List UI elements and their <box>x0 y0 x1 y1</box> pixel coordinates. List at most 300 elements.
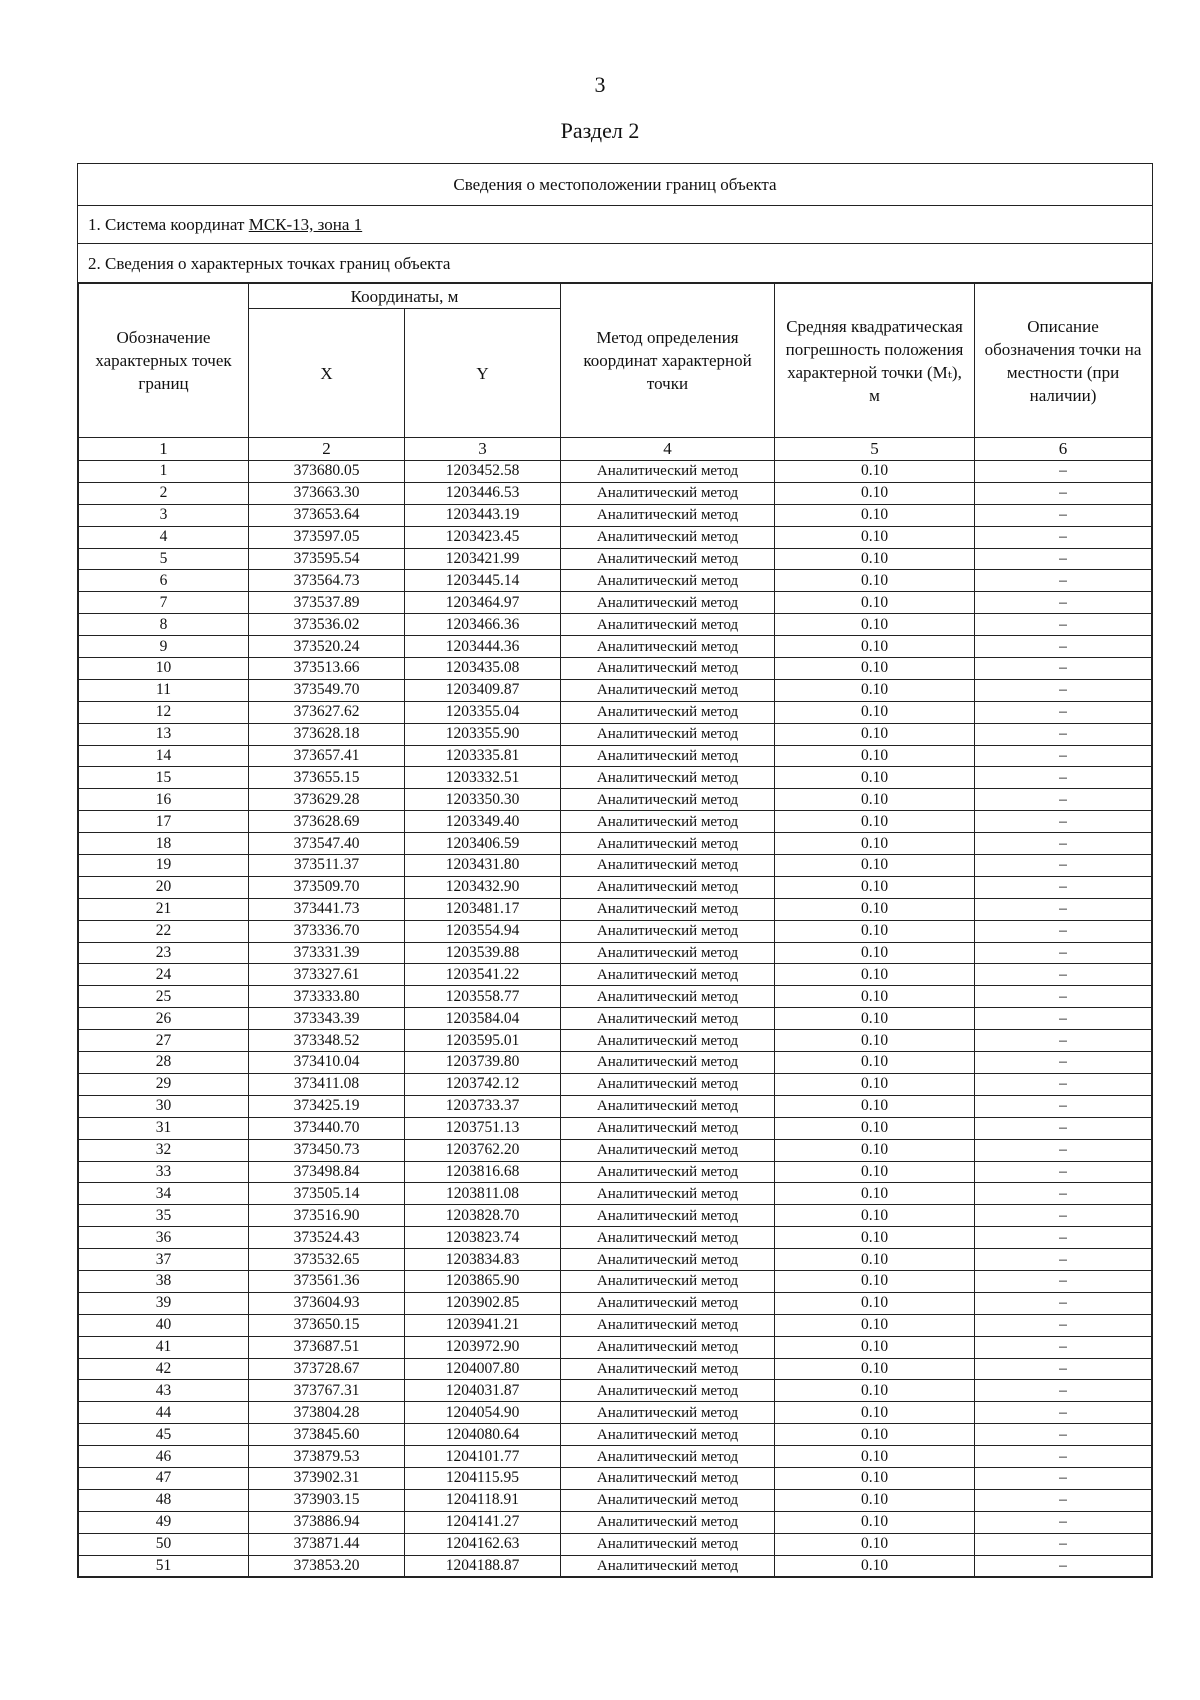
error-cell: 0.10 <box>775 526 975 548</box>
point-number-cell: 23 <box>79 942 249 964</box>
y-coord-cell: 1203865.90 <box>405 1270 561 1292</box>
method-cell: Аналитический метод <box>561 1314 775 1336</box>
x-coord-cell: 373516.90 <box>249 1205 405 1227</box>
table-row <box>79 745 1152 767</box>
boundary-info-frame <box>77 163 1153 1578</box>
points-table <box>78 283 1152 1577</box>
error-cell: 0.10 <box>775 570 975 592</box>
x-coord-cell: 373547.40 <box>249 833 405 855</box>
error-cell: 0.10 <box>775 1052 975 1074</box>
method-cell: Аналитический метод <box>561 1227 775 1249</box>
point-number-cell: 10 <box>79 658 249 680</box>
x-coord-cell: 373902.31 <box>249 1467 405 1489</box>
error-cell: 0.10 <box>775 920 975 942</box>
description-cell: – <box>975 1533 1152 1555</box>
point-number-cell: 1 <box>79 461 249 483</box>
section-title: Раздел 2 <box>560 118 640 143</box>
y-coord-cell: 1203739.80 <box>405 1052 561 1074</box>
point-number-cell: 24 <box>79 964 249 986</box>
error-cell: 0.10 <box>775 636 975 658</box>
error-cell: 0.10 <box>775 789 975 811</box>
y-coord-cell: 1203332.51 <box>405 767 561 789</box>
x-coord-cell: 373327.61 <box>249 964 405 986</box>
description-cell: – <box>975 1424 1152 1446</box>
method-cell: Аналитический метод <box>561 1183 775 1205</box>
coord-system-label: 1. Система координат <box>88 215 245 234</box>
error-cell: 0.10 <box>775 504 975 526</box>
x-coord-cell: 373536.02 <box>249 614 405 636</box>
method-cell: Аналитический метод <box>561 526 775 548</box>
description-cell: – <box>975 942 1152 964</box>
table-row <box>79 1358 1152 1380</box>
y-coord-cell: 1204054.90 <box>405 1402 561 1424</box>
table-row <box>79 811 1152 833</box>
x-coord-cell: 373410.04 <box>249 1052 405 1074</box>
x-coord-cell: 373505.14 <box>249 1183 405 1205</box>
description-cell: – <box>975 482 1152 504</box>
description-cell: – <box>975 461 1152 483</box>
y-coord-cell: 1203902.85 <box>405 1292 561 1314</box>
table-row <box>79 1402 1152 1424</box>
point-number-cell: 18 <box>79 833 249 855</box>
col-header-point: Обозначение характерных точек границ <box>79 284 249 438</box>
point-number-cell: 51 <box>79 1555 249 1577</box>
table-row <box>79 1183 1152 1205</box>
x-coord-cell: 373879.53 <box>249 1446 405 1468</box>
description-cell: – <box>975 1489 1152 1511</box>
error-cell: 0.10 <box>775 614 975 636</box>
x-coord-cell: 373653.64 <box>249 504 405 526</box>
method-cell: Аналитический метод <box>561 898 775 920</box>
method-cell: Аналитический метод <box>561 1358 775 1380</box>
description-cell: – <box>975 1095 1152 1117</box>
x-coord-cell: 373903.15 <box>249 1489 405 1511</box>
table-row <box>79 658 1152 680</box>
description-cell: – <box>975 504 1152 526</box>
method-cell: Аналитический метод <box>561 1161 775 1183</box>
table-row <box>79 1249 1152 1271</box>
method-cell: Аналитический метод <box>561 745 775 767</box>
method-cell: Аналитический метод <box>561 1336 775 1358</box>
col-number: 5 <box>775 438 975 461</box>
error-cell: 0.10 <box>775 1270 975 1292</box>
error-cell: 0.10 <box>775 1336 975 1358</box>
error-cell: 0.10 <box>775 548 975 570</box>
table-row <box>79 1292 1152 1314</box>
method-cell: Аналитический метод <box>561 1095 775 1117</box>
description-cell: – <box>975 614 1152 636</box>
point-number-cell: 9 <box>79 636 249 658</box>
table-row <box>79 1270 1152 1292</box>
table-row <box>79 1489 1152 1511</box>
description-cell: – <box>975 767 1152 789</box>
method-cell: Аналитический метод <box>561 855 775 877</box>
error-cell: 0.10 <box>775 1117 975 1139</box>
point-number-cell: 46 <box>79 1446 249 1468</box>
description-cell: – <box>975 855 1152 877</box>
table-row <box>79 767 1152 789</box>
x-coord-cell: 373564.73 <box>249 570 405 592</box>
y-coord-cell: 1203816.68 <box>405 1161 561 1183</box>
table-row <box>79 1555 1152 1577</box>
y-coord-cell: 1203446.53 <box>405 482 561 504</box>
description-cell: – <box>975 548 1152 570</box>
y-coord-cell: 1203435.08 <box>405 658 561 680</box>
point-number-cell: 45 <box>79 1424 249 1446</box>
point-number-cell: 6 <box>79 570 249 592</box>
x-coord-cell: 373629.28 <box>249 789 405 811</box>
method-cell: Аналитический метод <box>561 614 775 636</box>
error-cell: 0.10 <box>775 1489 975 1511</box>
x-coord-cell: 373440.70 <box>249 1117 405 1139</box>
error-cell: 0.10 <box>775 1095 975 1117</box>
y-coord-cell: 1203595.01 <box>405 1030 561 1052</box>
description-cell: – <box>975 679 1152 701</box>
table-row <box>79 876 1152 898</box>
table-row <box>79 1161 1152 1183</box>
x-coord-cell: 373663.30 <box>249 482 405 504</box>
method-cell: Аналитический метод <box>561 1008 775 1030</box>
error-cell: 0.10 <box>775 1358 975 1380</box>
table-row <box>79 833 1152 855</box>
point-number-cell: 20 <box>79 876 249 898</box>
y-coord-cell: 1203444.36 <box>405 636 561 658</box>
error-cell: 0.10 <box>775 811 975 833</box>
table-row <box>79 614 1152 636</box>
method-cell: Аналитический метод <box>561 964 775 986</box>
method-cell: Аналитический метод <box>561 482 775 504</box>
col-header-error: Средняя квадратическая погрешность положения характерной точки (Mₜ), м <box>775 284 975 438</box>
point-number-cell: 47 <box>79 1467 249 1489</box>
x-coord-cell: 373627.62 <box>249 701 405 723</box>
description-cell: – <box>975 1336 1152 1358</box>
y-coord-cell: 1203423.45 <box>405 526 561 548</box>
x-coord-cell: 373348.52 <box>249 1030 405 1052</box>
point-number-cell: 30 <box>79 1095 249 1117</box>
error-cell: 0.10 <box>775 723 975 745</box>
x-coord-cell: 373595.54 <box>249 548 405 570</box>
description-cell: – <box>975 1446 1152 1468</box>
x-coord-cell: 373549.70 <box>249 679 405 701</box>
y-coord-cell: 1203443.19 <box>405 504 561 526</box>
description-cell: – <box>975 745 1152 767</box>
point-number-cell: 28 <box>79 1052 249 1074</box>
point-number-cell: 48 <box>79 1489 249 1511</box>
x-coord-cell: 373520.24 <box>249 636 405 658</box>
method-cell: Аналитический метод <box>561 679 775 701</box>
x-coord-cell: 373767.31 <box>249 1380 405 1402</box>
method-cell: Аналитический метод <box>561 1270 775 1292</box>
y-coord-cell: 1203421.99 <box>405 548 561 570</box>
description-cell: – <box>975 1467 1152 1489</box>
method-cell: Аналитический метод <box>561 1030 775 1052</box>
table-row <box>79 1073 1152 1095</box>
table-row <box>79 1511 1152 1533</box>
point-number-cell: 19 <box>79 855 249 877</box>
error-cell: 0.10 <box>775 679 975 701</box>
col-header-x: X <box>249 309 405 438</box>
y-coord-cell: 1203431.80 <box>405 855 561 877</box>
method-cell: Аналитический метод <box>561 1402 775 1424</box>
point-number-cell: 11 <box>79 679 249 701</box>
y-coord-cell: 1204141.27 <box>405 1511 561 1533</box>
method-cell: Аналитический метод <box>561 1292 775 1314</box>
description-cell: – <box>975 636 1152 658</box>
x-coord-cell: 373804.28 <box>249 1402 405 1424</box>
description-cell: – <box>975 1183 1152 1205</box>
description-cell: – <box>975 1052 1152 1074</box>
error-cell: 0.10 <box>775 745 975 767</box>
table-row <box>79 1227 1152 1249</box>
points-heading: 2. Сведения о характерных точках границ объекта <box>78 244 1152 283</box>
x-coord-cell: 373853.20 <box>249 1555 405 1577</box>
y-coord-cell: 1203558.77 <box>405 986 561 1008</box>
method-cell: Аналитический метод <box>561 767 775 789</box>
point-number-cell: 13 <box>79 723 249 745</box>
point-number-cell: 21 <box>79 898 249 920</box>
description-cell: – <box>975 1270 1152 1292</box>
y-coord-cell: 1204031.87 <box>405 1380 561 1402</box>
x-coord-cell: 373728.67 <box>249 1358 405 1380</box>
method-cell: Аналитический метод <box>561 461 775 483</box>
error-cell: 0.10 <box>775 482 975 504</box>
method-cell: Аналитический метод <box>561 1117 775 1139</box>
table-row <box>79 636 1152 658</box>
method-cell: Аналитический метод <box>561 1446 775 1468</box>
method-cell: Аналитический метод <box>561 1555 775 1577</box>
table-row <box>79 679 1152 701</box>
description-cell: – <box>975 1139 1152 1161</box>
method-cell: Аналитический метод <box>561 1073 775 1095</box>
y-coord-cell: 1203742.12 <box>405 1073 561 1095</box>
method-cell: Аналитический метод <box>561 548 775 570</box>
error-cell: 0.10 <box>775 1533 975 1555</box>
y-coord-cell: 1203762.20 <box>405 1139 561 1161</box>
error-cell: 0.10 <box>775 592 975 614</box>
point-number-cell: 17 <box>79 811 249 833</box>
point-number-cell: 42 <box>79 1358 249 1380</box>
error-cell: 0.10 <box>775 1227 975 1249</box>
table-row <box>79 723 1152 745</box>
y-coord-cell: 1203406.59 <box>405 833 561 855</box>
error-cell: 0.10 <box>775 1402 975 1424</box>
point-number-cell: 36 <box>79 1227 249 1249</box>
error-cell: 0.10 <box>775 1073 975 1095</box>
table-row <box>79 1314 1152 1336</box>
table-row <box>79 898 1152 920</box>
x-coord-cell: 373628.18 <box>249 723 405 745</box>
col-number: 3 <box>405 438 561 461</box>
table-row <box>79 1336 1152 1358</box>
description-cell: – <box>975 1073 1152 1095</box>
error-cell: 0.10 <box>775 767 975 789</box>
point-number-cell: 2 <box>79 482 249 504</box>
x-coord-cell: 373871.44 <box>249 1533 405 1555</box>
point-number-cell: 4 <box>79 526 249 548</box>
y-coord-cell: 1203409.87 <box>405 679 561 701</box>
table-row <box>79 461 1152 483</box>
x-coord-cell: 373532.65 <box>249 1249 405 1271</box>
error-cell: 0.10 <box>775 701 975 723</box>
description-cell: – <box>975 811 1152 833</box>
table-row <box>79 964 1152 986</box>
y-coord-cell: 1203828.70 <box>405 1205 561 1227</box>
col-header-coords: Координаты, м <box>249 284 561 309</box>
point-number-cell: 49 <box>79 1511 249 1533</box>
method-cell: Аналитический метод <box>561 636 775 658</box>
error-cell: 0.10 <box>775 461 975 483</box>
method-cell: Аналитический метод <box>561 1489 775 1511</box>
y-coord-cell: 1203481.17 <box>405 898 561 920</box>
error-cell: 0.10 <box>775 986 975 1008</box>
y-coord-cell: 1203751.13 <box>405 1117 561 1139</box>
description-cell: – <box>975 701 1152 723</box>
y-coord-cell: 1203584.04 <box>405 1008 561 1030</box>
table-row <box>79 592 1152 614</box>
error-cell: 0.10 <box>775 1139 975 1161</box>
x-coord-cell: 373657.41 <box>249 745 405 767</box>
method-cell: Аналитический метод <box>561 789 775 811</box>
table-row <box>79 942 1152 964</box>
table-row <box>79 526 1152 548</box>
table-row <box>79 1533 1152 1555</box>
table-row <box>79 1446 1152 1468</box>
description-cell: – <box>975 1358 1152 1380</box>
x-coord-cell: 373509.70 <box>249 876 405 898</box>
y-coord-cell: 1203823.74 <box>405 1227 561 1249</box>
description-cell: – <box>975 1117 1152 1139</box>
description-cell: – <box>975 833 1152 855</box>
x-coord-cell: 373513.66 <box>249 658 405 680</box>
table-row <box>79 701 1152 723</box>
y-coord-cell: 1203539.88 <box>405 942 561 964</box>
description-cell: – <box>975 570 1152 592</box>
x-coord-cell: 373680.05 <box>249 461 405 483</box>
col-header-method: Метод определения координат характерной точки <box>561 284 775 438</box>
error-cell: 0.10 <box>775 1555 975 1577</box>
point-number-cell: 5 <box>79 548 249 570</box>
x-coord-cell: 373411.08 <box>249 1073 405 1095</box>
description-cell: – <box>975 526 1152 548</box>
method-cell: Аналитический метод <box>561 1424 775 1446</box>
table-row <box>79 570 1152 592</box>
col-number: 6 <box>975 438 1152 461</box>
method-cell: Аналитический метод <box>561 1139 775 1161</box>
y-coord-cell: 1204188.87 <box>405 1555 561 1577</box>
y-coord-cell: 1203464.97 <box>405 592 561 614</box>
coord-system-row <box>78 206 1152 244</box>
col-number: 1 <box>79 438 249 461</box>
point-number-cell: 35 <box>79 1205 249 1227</box>
description-cell: – <box>975 1161 1152 1183</box>
method-cell: Аналитический метод <box>561 658 775 680</box>
point-number-cell: 34 <box>79 1183 249 1205</box>
x-coord-cell: 373561.36 <box>249 1270 405 1292</box>
x-coord-cell: 373687.51 <box>249 1336 405 1358</box>
x-coord-cell: 373336.70 <box>249 920 405 942</box>
point-number-cell: 8 <box>79 614 249 636</box>
error-cell: 0.10 <box>775 964 975 986</box>
error-cell: 0.10 <box>775 1183 975 1205</box>
error-cell: 0.10 <box>775 898 975 920</box>
y-coord-cell: 1203350.30 <box>405 789 561 811</box>
x-coord-cell: 373331.39 <box>249 942 405 964</box>
description-cell: – <box>975 1292 1152 1314</box>
point-number-cell: 43 <box>79 1380 249 1402</box>
x-coord-cell: 373650.15 <box>249 1314 405 1336</box>
method-cell: Аналитический метод <box>561 986 775 1008</box>
frame-title: Сведения о местоположении границ объекта <box>78 164 1152 206</box>
x-coord-cell: 373333.80 <box>249 986 405 1008</box>
table-row <box>79 986 1152 1008</box>
point-number-cell: 44 <box>79 1402 249 1424</box>
method-cell: Аналитический метод <box>561 723 775 745</box>
method-cell: Аналитический метод <box>561 504 775 526</box>
point-number-cell: 37 <box>79 1249 249 1271</box>
method-cell: Аналитический метод <box>561 1052 775 1074</box>
x-coord-cell: 373511.37 <box>249 855 405 877</box>
y-coord-cell: 1203554.94 <box>405 920 561 942</box>
y-coord-cell: 1204118.91 <box>405 1489 561 1511</box>
point-number-cell: 12 <box>79 701 249 723</box>
y-coord-cell: 1203541.22 <box>405 964 561 986</box>
method-cell: Аналитический метод <box>561 942 775 964</box>
error-cell: 0.10 <box>775 1380 975 1402</box>
point-number-cell: 3 <box>79 504 249 526</box>
col-number: 4 <box>561 438 775 461</box>
method-cell: Аналитический метод <box>561 1467 775 1489</box>
error-cell: 0.10 <box>775 1008 975 1030</box>
point-number-cell: 40 <box>79 1314 249 1336</box>
description-cell: – <box>975 986 1152 1008</box>
error-cell: 0.10 <box>775 876 975 898</box>
description-cell: – <box>975 658 1152 680</box>
x-coord-cell: 373441.73 <box>249 898 405 920</box>
error-cell: 0.10 <box>775 942 975 964</box>
y-coord-cell: 1204101.77 <box>405 1446 561 1468</box>
method-cell: Аналитический метод <box>561 1380 775 1402</box>
description-cell: – <box>975 898 1152 920</box>
table-row <box>79 1052 1152 1074</box>
x-coord-cell: 373604.93 <box>249 1292 405 1314</box>
y-coord-cell: 1204115.95 <box>405 1467 561 1489</box>
error-cell: 0.10 <box>775 1467 975 1489</box>
y-coord-cell: 1203733.37 <box>405 1095 561 1117</box>
y-coord-cell: 1203355.90 <box>405 723 561 745</box>
y-coord-cell: 1204080.64 <box>405 1424 561 1446</box>
error-cell: 0.10 <box>775 658 975 680</box>
y-coord-cell: 1203349.40 <box>405 811 561 833</box>
table-row <box>79 1030 1152 1052</box>
x-coord-cell: 373343.39 <box>249 1008 405 1030</box>
error-cell: 0.10 <box>775 1205 975 1227</box>
table-row <box>79 504 1152 526</box>
x-coord-cell: 373537.89 <box>249 592 405 614</box>
error-cell: 0.10 <box>775 855 975 877</box>
table-row <box>79 1139 1152 1161</box>
description-cell: – <box>975 1030 1152 1052</box>
method-cell: Аналитический метод <box>561 833 775 855</box>
method-cell: Аналитический метод <box>561 701 775 723</box>
x-coord-cell: 373845.60 <box>249 1424 405 1446</box>
y-coord-cell: 1203452.58 <box>405 461 561 483</box>
page-number: 3 <box>594 72 606 97</box>
point-number-cell: 27 <box>79 1030 249 1052</box>
y-coord-cell: 1203941.21 <box>405 1314 561 1336</box>
point-number-cell: 22 <box>79 920 249 942</box>
method-cell: Аналитический метод <box>561 1533 775 1555</box>
description-cell: – <box>975 1314 1152 1336</box>
